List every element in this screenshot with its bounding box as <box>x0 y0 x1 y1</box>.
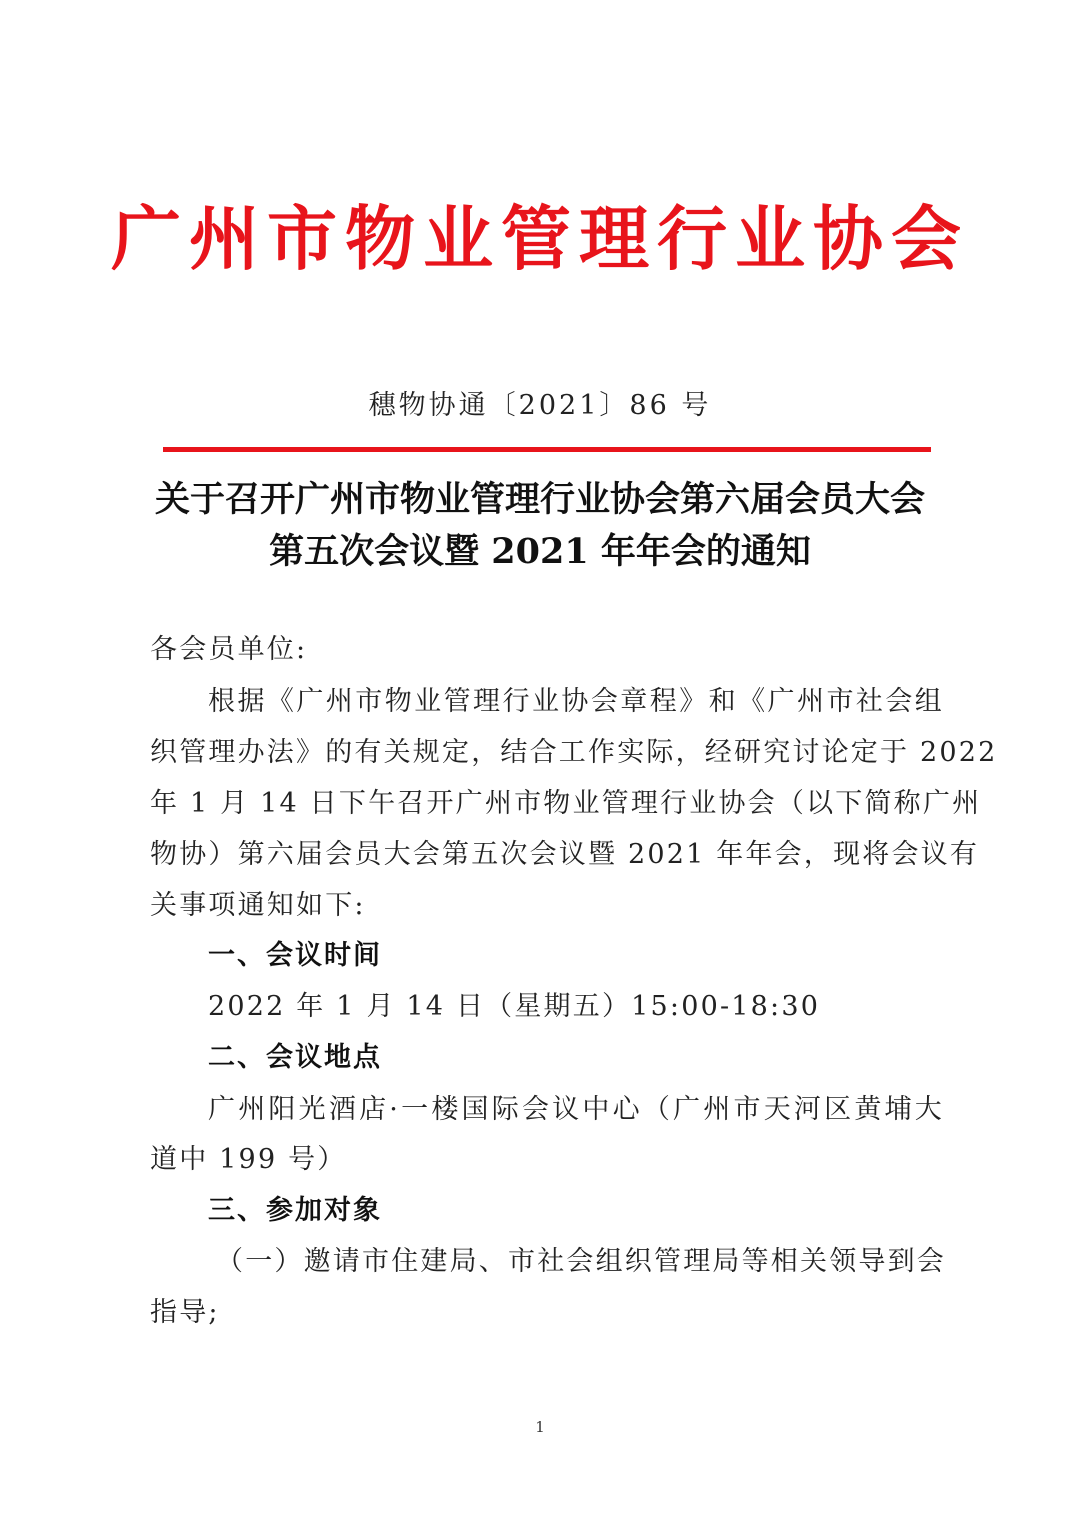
document-title-line-1: 关于召开广州市物业管理行业协会第六届会员大会 <box>154 479 925 520</box>
meeting-location-line-2: 道中 199 号） <box>150 1144 347 1175</box>
section-heading-attendees: 三、参加对象 <box>208 1195 382 1226</box>
document-body <box>150 0 998 1400</box>
salutation: 各会员单位: <box>150 634 308 665</box>
page-number: 1 <box>535 1418 545 1436</box>
intro-line-2: 织管理办法》的有关规定，结合工作实际，经研究讨论定于 2022 <box>150 737 998 768</box>
intro-line-4: 物协）第六届会员大会第五次会议暨 2021 年年会，现将会议有 <box>150 839 980 870</box>
organization-masthead: 广州市物业管理行业协会 <box>111 197 969 280</box>
intro-line-5: 关事项通知如下: <box>150 890 366 921</box>
section-heading-location: 二、会议地点 <box>208 1042 382 1073</box>
intro-line-3: 年 1 月 14 日下午召开广州市物业管理行业协会（以下简称广州 <box>150 788 982 819</box>
attendees-line-2: 指导; <box>150 1297 220 1328</box>
document-number: 穗物协通〔2021〕86 号 <box>368 390 712 421</box>
attendees-line-1: （一）邀请市住建局、市社会组织管理局等相关领导到会 <box>216 1246 946 1277</box>
meeting-time: 2022 年 1 月 14 日（星期五）15:00-18:30 <box>208 991 821 1022</box>
meeting-location-line-1: 广州阳光酒店·一楼国际会议中心（广州市天河区黄埔大 <box>208 1094 944 1125</box>
section-heading-time: 一、会议时间 <box>208 940 382 971</box>
document-title-line-2: 第五次会议暨 2021 年年会的通知 <box>269 531 811 572</box>
intro-line-1: 根据《广州市物业管理行业协会章程》和《广州市社会组 <box>208 686 944 717</box>
